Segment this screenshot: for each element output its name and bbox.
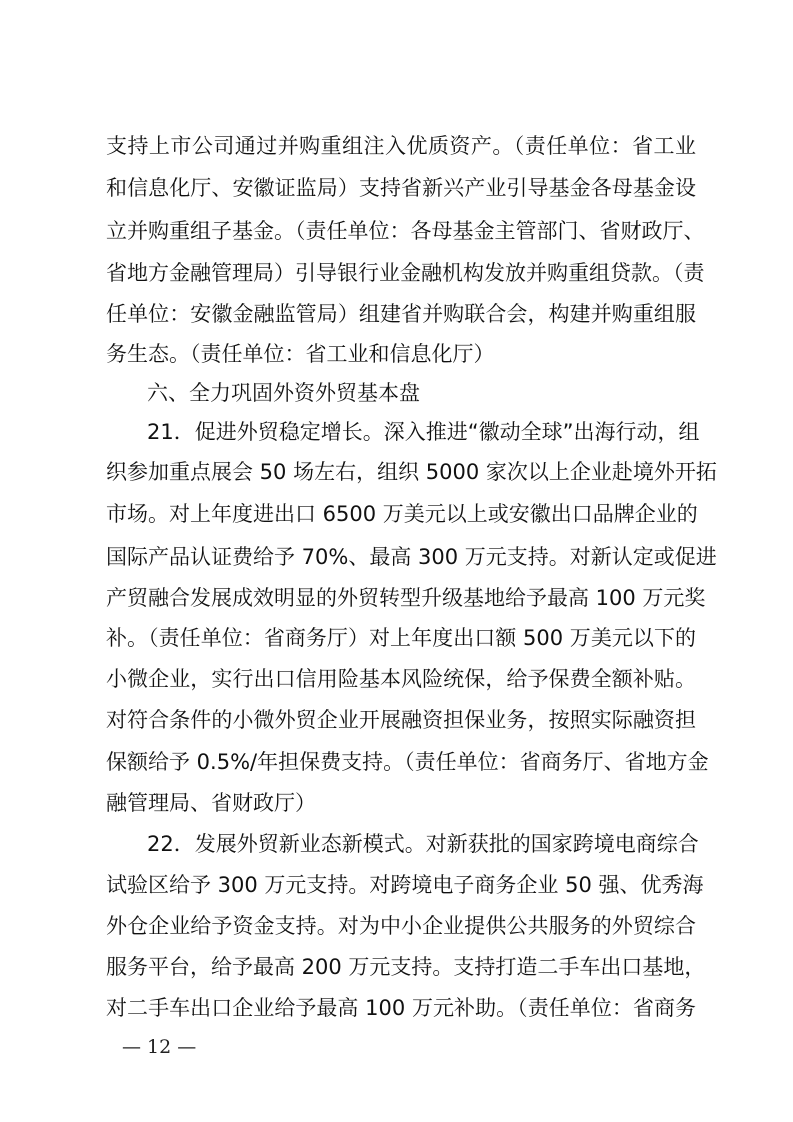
text-line: 融管理局、省财政厅）	[106, 791, 316, 815]
text-line: 对二手车出口企业给予最高 100 万元补助。（责任单位：省商务	[106, 996, 696, 1020]
text-line: 市场。对上年度进出口 6500 万美元以上或安徽出口品牌企业的	[106, 502, 698, 526]
text-line: 和信息化厅、安徽证监局）支持省新兴产业引导基金各母基金设	[106, 176, 696, 200]
section-heading: 六、全力巩固外资外贸基本盘	[147, 381, 420, 405]
text-line: 对符合条件的小微外贸企业开展融资担保业务，按照实际融资担	[106, 708, 696, 732]
text-line: 外仓企业给予资金支持。对为中小企业提供公共服务的外贸综合	[106, 914, 696, 938]
text-line: 补。（责任单位：省商务厅）对上年度出口额 500 万美元以下的	[106, 626, 696, 650]
text-line: 国际产品认证费给予 70%、最高 300 万元支持。对新认定或促进	[106, 545, 717, 569]
text-line: 服务平台，给予最高 200 万元支持。支持打造二手车出口基地，	[106, 955, 706, 979]
paragraph-start-21: 21．促进外贸稳定增长。深入推进“徽动全球”出海行动，组	[147, 420, 700, 444]
text-line: 省地方金融管理局）引导银行业金融机构发放并购重组贷款。（责	[106, 261, 705, 285]
text-line: 试验区给予 300 万元支持。对跨境电子商务企业 50 强、优秀海	[106, 873, 704, 897]
text-line: 立并购重组子基金。（责任单位：各母基金主管部门、省财政厅、	[106, 219, 705, 243]
text-line: 小微企业，实行出口信用险基本风险统保，给予保费全额补贴。	[106, 667, 696, 691]
paragraph-start-22: 22．发展外贸新业态新模式。对新获批的国家跨境电商综合	[147, 832, 699, 856]
page-number: — 12 —	[122, 1036, 197, 1058]
text-line: 任单位：安徽金融监管局）组建省并购联合会，构建并购重组服	[106, 302, 696, 326]
text-line: 支持上市公司通过并购重组注入优质资产。（责任单位：省工业	[106, 134, 696, 158]
text-line: 织参加重点展会 50 场左右，组织 5000 家次以上企业赴境外开拓	[106, 460, 717, 484]
text-line: 产贸融合发展成效明显的外贸转型升级基地给予最高 100 万元奖	[106, 586, 706, 610]
text-line: 保额给予 0.5%/年担保费支持。（责任单位：省商务厅、省地方金	[106, 750, 709, 774]
text-line: 务生态。（责任单位：省工业和信息化厅）	[106, 342, 495, 366]
